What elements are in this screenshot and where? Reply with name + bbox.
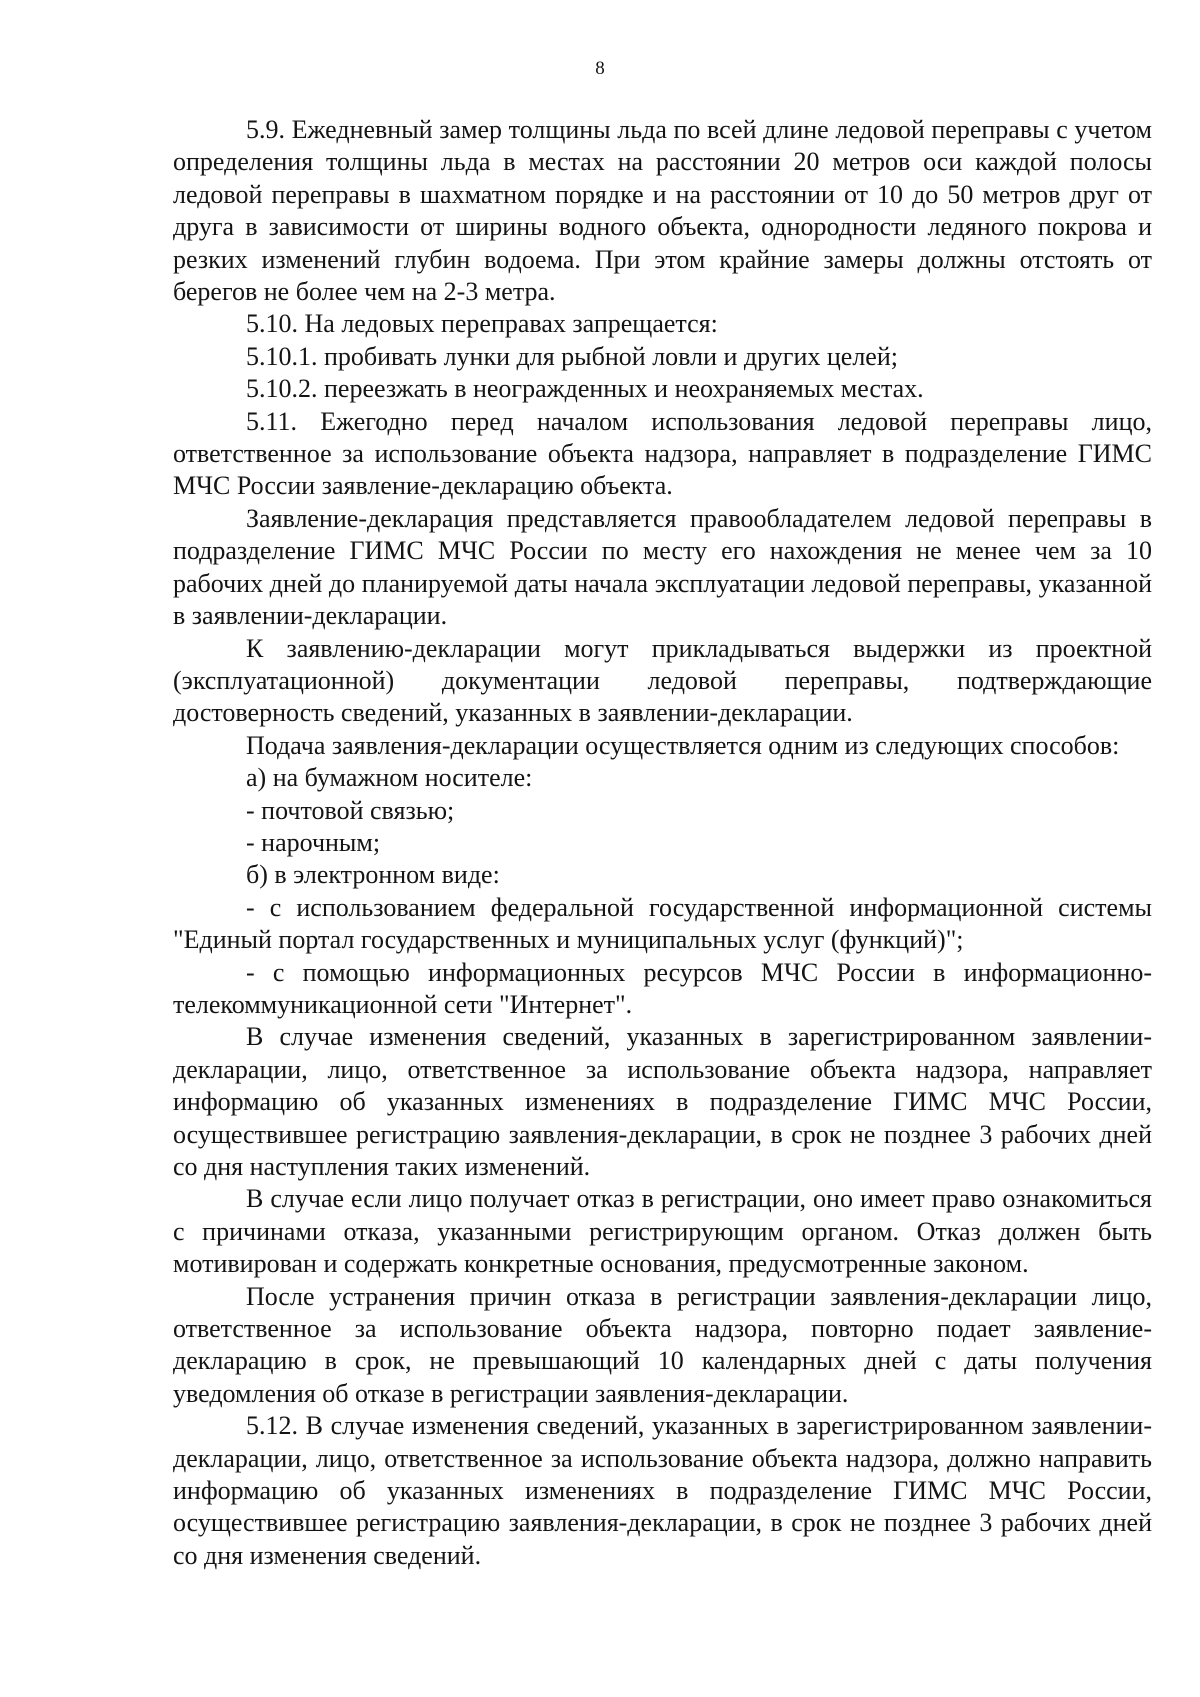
list-item-electronic: б) в электронном виде:	[246, 860, 500, 890]
list-item-paper: а) на бумажном носителе:	[246, 763, 533, 793]
paragraph-5-9: 5.9. Ежедневный замер толщины льда по всей длине ледовой переправы с учетом определения толщины льда в местах на расстоянии 20 метров оси каждой полосы ледовой переправы в шахматном порядке и на расстоянии от 10 до 50 метров друг от друга в зависимости от ширины водного объекта, однородности ледяного покрова и резких изменений глубин водоема. При этом крайние замеры должны отстоять от берегов не более чем на 2-3 метра.	[173, 115, 1152, 307]
paragraph-resubmission: После устранения причин отказа в регистрации заявления-декларации лицо, ответственное за использование объекта надзора, повторно подает заявление-декларацию в срок, не превышающий 10 календарных дней с даты получения уведомления об отказе в регистрации заявления-декларации.	[173, 1281, 1152, 1408]
paragraph-5-10-1: 5.10.1. пробивать лунки для рыбной ловли и других целей;	[246, 341, 898, 371]
paragraph-registration-refusal: В случае если лицо получает отказ в регистрации, оно имеет право ознакомиться с причинами отказа, указанными регистрирующим органом. Отказ должен быть мотивирован и содержать конкретные основания, предусмотренные законом.	[173, 1184, 1152, 1279]
paragraph-5-11: 5.11. Ежегодно перед началом использования ледовой переправы лицо, ответственное за использование объекта надзора, направляет в подразделение ГИМС МЧС России заявление-декларацию объекта.	[173, 406, 1152, 501]
list-item-mchs-resources: - с помощью информационных ресурсов МЧС России в информационно-телекоммуникационной сети "Интернет".	[173, 957, 1152, 1019]
paragraph-5-10: 5.10. На ледовых переправах запрещается:	[246, 309, 718, 339]
paragraph-5-12: 5.12. В случае изменения сведений, указанных в зарегистрированном заявлении-декларации, лицо, ответственное за использование объекта надзора, должно направить информацию об указанных изменениях в подразделение ГИМС МЧС России, осуществившее регистрацию заявления-декларации, в срок не позднее 3 рабочих дней со дня изменения сведений.	[173, 1411, 1152, 1570]
list-item-courier: - нарочным;	[246, 827, 381, 857]
paragraph-submission-methods: Подача заявления-декларации осуществляется одним из следующих способов:	[246, 730, 1120, 760]
paragraph-change-of-details: В случае изменения сведений, указанных в зарегистрированном заявлении-декларации, лицо, ответственное за использование объекта надзора, направляет информацию об указанных изменениях в подразделение ГИМС МЧС России, осуществившее регистрацию заявления-декларации, в срок не позднее 3 рабочих дней со дня наступления таких изменений.	[173, 1022, 1152, 1181]
list-item-gosuslugi: - с использованием федеральной государственной информационной системы "Единый портал государственных и муниципальных услуг (функций)";	[173, 892, 1152, 955]
paragraph-5-10-2: 5.10.2. переезжать в неогражденных и неохраняемых местах.	[246, 374, 924, 404]
document-body	[173, 114, 1152, 1572]
list-item-post: - почтовой связью;	[246, 795, 455, 825]
paragraph-declaration-attachments: К заявлению-декларации могут прикладываться выдержки из проектной (эксплуатационной) документации ледовой переправы, подтверждающие достоверность сведений, указанных в заявлении-декларации.	[173, 633, 1152, 728]
page-number: 8	[595, 58, 605, 79]
paragraph-declaration-submission: Заявление-декларация представляется правообладателем ледовой переправы в подразделение ГИМС МЧС России по месту его нахождения не менее чем за 10 рабочих дней до планируемой даты начала эксплуатации ледовой переправы, указанной в заявлении-декларации.	[173, 503, 1152, 631]
